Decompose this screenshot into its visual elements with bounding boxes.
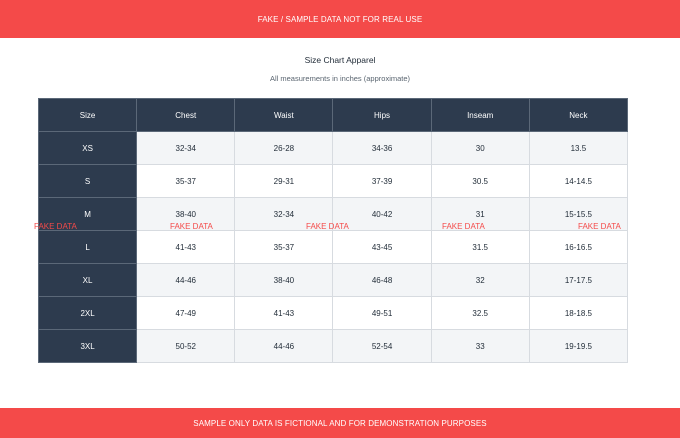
header-cell: Chest bbox=[137, 99, 235, 132]
size-label-cell: 3XL bbox=[39, 330, 137, 363]
table-cell: 43-45 bbox=[333, 231, 431, 264]
table-cell: 26-28 bbox=[235, 132, 333, 165]
size-label-cell: 2XL bbox=[39, 297, 137, 330]
table-row bbox=[39, 165, 628, 198]
header-cell: Size bbox=[39, 99, 137, 132]
table-cell: 29-31 bbox=[235, 165, 333, 198]
table-cell: 35-37 bbox=[137, 165, 235, 198]
table-row bbox=[39, 264, 628, 297]
watermark-text: FAKE DATA bbox=[578, 222, 621, 231]
size-label-cell: M bbox=[39, 198, 137, 231]
table-cell: 50-52 bbox=[137, 330, 235, 363]
top-banner-text: FAKE / SAMPLE DATA NOT FOR REAL USE bbox=[257, 14, 423, 24]
watermark-text: FAKE DATA bbox=[442, 222, 485, 231]
top-banner bbox=[0, 0, 680, 38]
table-cell: 41-43 bbox=[137, 231, 235, 264]
size-label-cell: XS bbox=[39, 132, 137, 165]
table-cell: 32 bbox=[431, 264, 529, 297]
table-cell: 30.5 bbox=[431, 165, 529, 198]
header-cell: Neck bbox=[529, 99, 627, 132]
header-cell: Inseam bbox=[431, 99, 529, 132]
table-cell: 40-42 bbox=[333, 198, 431, 231]
table-cell: 30 bbox=[431, 132, 529, 165]
table-cell: 41-43 bbox=[235, 297, 333, 330]
watermark-text: FAKE DATA bbox=[306, 222, 349, 231]
table-cell: 15-15.5 bbox=[529, 198, 627, 231]
table-row bbox=[39, 132, 628, 165]
table-cell: 35-37 bbox=[235, 231, 333, 264]
table-cell: 19-19.5 bbox=[529, 330, 627, 363]
header-cell: Waist bbox=[235, 99, 333, 132]
chart-subtitle: All measurements in inches (approximate) bbox=[269, 74, 411, 83]
size-label-cell: L bbox=[39, 231, 137, 264]
table-row bbox=[39, 330, 628, 363]
table-cell: 32-34 bbox=[137, 132, 235, 165]
chart-title: Size Chart Apparel bbox=[304, 55, 376, 65]
table-cell: 14-14.5 bbox=[529, 165, 627, 198]
table-cell: 31 bbox=[431, 198, 529, 231]
table-cell: 44-46 bbox=[235, 330, 333, 363]
table-cell: 33 bbox=[431, 330, 529, 363]
size-label-cell: XL bbox=[39, 264, 137, 297]
table-cell: 34-36 bbox=[333, 132, 431, 165]
table-cell: 17-17.5 bbox=[529, 264, 627, 297]
table-cell: 13.5 bbox=[529, 132, 627, 165]
header-cell: Hips bbox=[333, 99, 431, 132]
table-cell: 44-46 bbox=[137, 264, 235, 297]
watermark-text: FAKE DATA bbox=[34, 222, 77, 231]
table-cell: 16-16.5 bbox=[529, 231, 627, 264]
table-row bbox=[39, 297, 628, 330]
bottom-banner-text: SAMPLE ONLY DATA IS FICTIONAL AND FOR DEMONSTRATION PURPOSES bbox=[193, 418, 487, 428]
table-cell: 49-51 bbox=[333, 297, 431, 330]
table-cell: 32-34 bbox=[235, 198, 333, 231]
table-cell: 38-40 bbox=[235, 264, 333, 297]
table-cell: 46-48 bbox=[333, 264, 431, 297]
table-cell: 52-54 bbox=[333, 330, 431, 363]
table-cell: 32.5 bbox=[431, 297, 529, 330]
watermark-text: FAKE DATA bbox=[170, 222, 213, 231]
table-cell: 38-40 bbox=[137, 198, 235, 231]
bottom-banner bbox=[0, 408, 680, 438]
table-cell: 18-18.5 bbox=[529, 297, 627, 330]
table-cell: 47-49 bbox=[137, 297, 235, 330]
table-header-row bbox=[39, 99, 628, 132]
table-cell: 31.5 bbox=[431, 231, 529, 264]
table-cell: 37-39 bbox=[333, 165, 431, 198]
size-label-cell: S bbox=[39, 165, 137, 198]
table-row bbox=[39, 231, 628, 264]
